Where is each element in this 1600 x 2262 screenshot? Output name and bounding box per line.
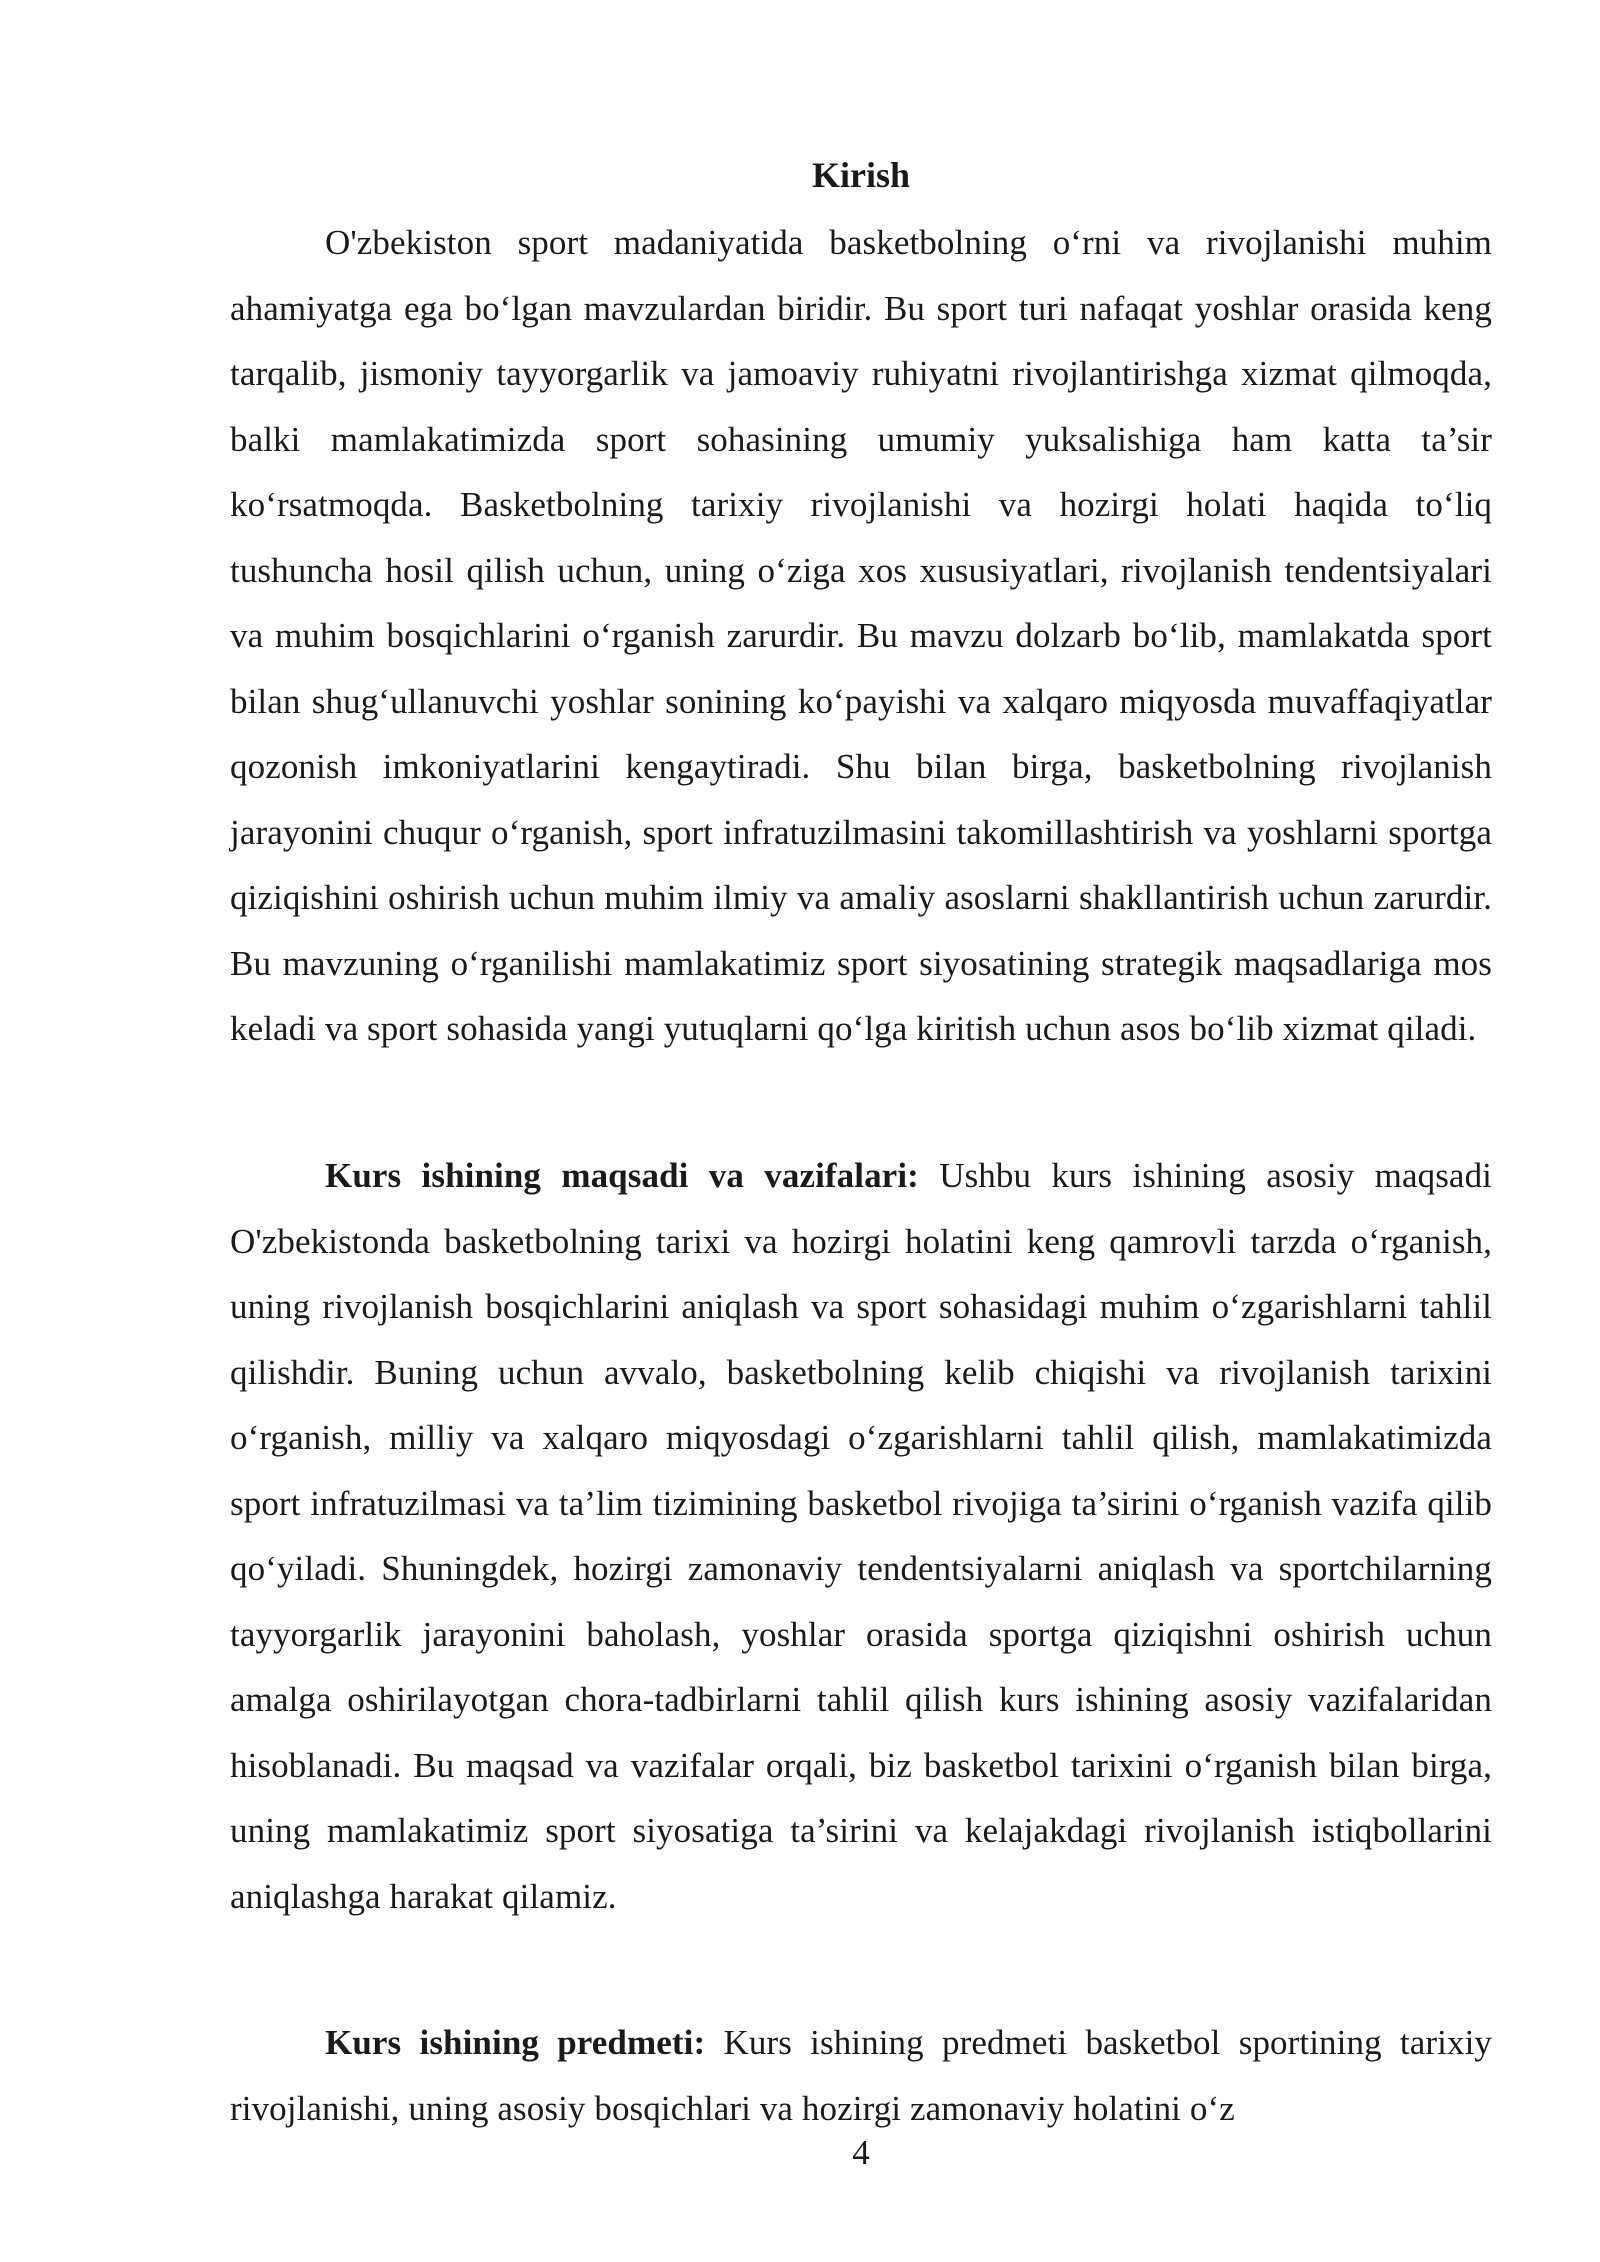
subject-heading: Kurs ishining predmeti:	[325, 2023, 706, 2062]
page-number: 4	[852, 2133, 870, 2172]
intro-paragraph: O'zbekiston sport madaniyatida basketbolning o‘rni va rivojlanishi muhim ahamiyatga ega bo‘lgan mavzulardan biridir. Bu sport turi nafaqat yoshlar orasida keng tarqalib, jismoniy tayyorgarlik va jamoaviy ruhiyatni rivojlantirishga xizmat qilmoqda, balki mamlakatimizda sport sohasining umumiy yuksalishiga ham katta ta’sir ko‘rsatmoqda. Basketbolning tarixiy rivojlanishi va hozirgi holati haqida to‘liq tushuncha hosil qilish uchun, uning o‘ziga xos xususiyatlari, rivojlanish tendentsiyalari va muhim bosqichlarini o‘rganish zarurdir. Bu mavzu dolzarb bo‘lib, mamlakatda sport bilan shug‘ullanuvchi yoshlar sonining ko‘payishi va xalqaro miqyosda muvaffaqiyatlar qozonish imkoniyatlarini kengaytiradi. Shu bilan birga, basketbolning rivojlanish jarayonini chuqur o‘rganish, sport infratuzilmasini takomillashtirish va yoshlarni sportga qiziqishini oshirish uchun muhim ilmiy va amaliy asoslarni shakllantirish uchun zarurdir. Bu mavzuning o‘rganilishi mamlakatimiz sport siyosatining strategik maqsadlariga mos keladi va sport sohasida yangi yutuqlarni qo‘lga kiritish uchun asos bo‘lib xizmat qiladi.	[230, 223, 1492, 1048]
subject-paragraph	[230, 2010, 1492, 2141]
goals-heading: Kurs ishining maqsadi va vazifalari:	[325, 1156, 919, 1195]
subject-text: Kurs ishining predmeti basketbol sportining tarixiy rivojlanishi, uning asosiy bosqichlari va hozirgi zamonaviy holatini o‘z	[230, 2023, 1492, 2128]
section-title: Kirish	[811, 155, 910, 195]
goals-paragraph	[230, 1143, 1492, 1929]
document-page	[230, 0, 1492, 2262]
goals-text: Ushbu kurs ishining asosiy maqsadi O'zbekistonda basketbolning tarixi va hozirgi holatini keng qamrovli tarzda o‘rganish, uning rivojlanish bosqichlarini aniqlash va sport sohasidagi muhim o‘zgarishlarni tahlil qilishdir. Buning uchun avvalo, basketbolning kelib chiqishi va rivojlanish tarixini o‘rganish, milliy va xalqaro miqyosdagi o‘zgarishlarni tahlil qilish, mamlakatimizda sport infratuzilmasi va ta’lim tizimining basketbol rivojiga ta’sirini o‘rganish vazifa qilib qo‘yiladi. Shuningdek, hozirgi zamonaviy tendentsiyalarni aniqlash va sportchilarning tayyorgarlik jarayonini baholash, yoshlar orasida sportga qiziqishni oshirish uchun amalga oshirilayotgan chora-tadbirlarni tahlil qilish kurs ishining asosiy vazifalaridan hisoblanadi. Bu maqsad va vazifalar orqali, biz basketbol tarixini o‘rganish bilan birga, uning mamlakatimiz sport siyosatiga ta’sirini va kelajakdagi rivojlanish istiqbollarini aniqlashga harakat qilamiz.	[230, 1156, 1492, 1916]
